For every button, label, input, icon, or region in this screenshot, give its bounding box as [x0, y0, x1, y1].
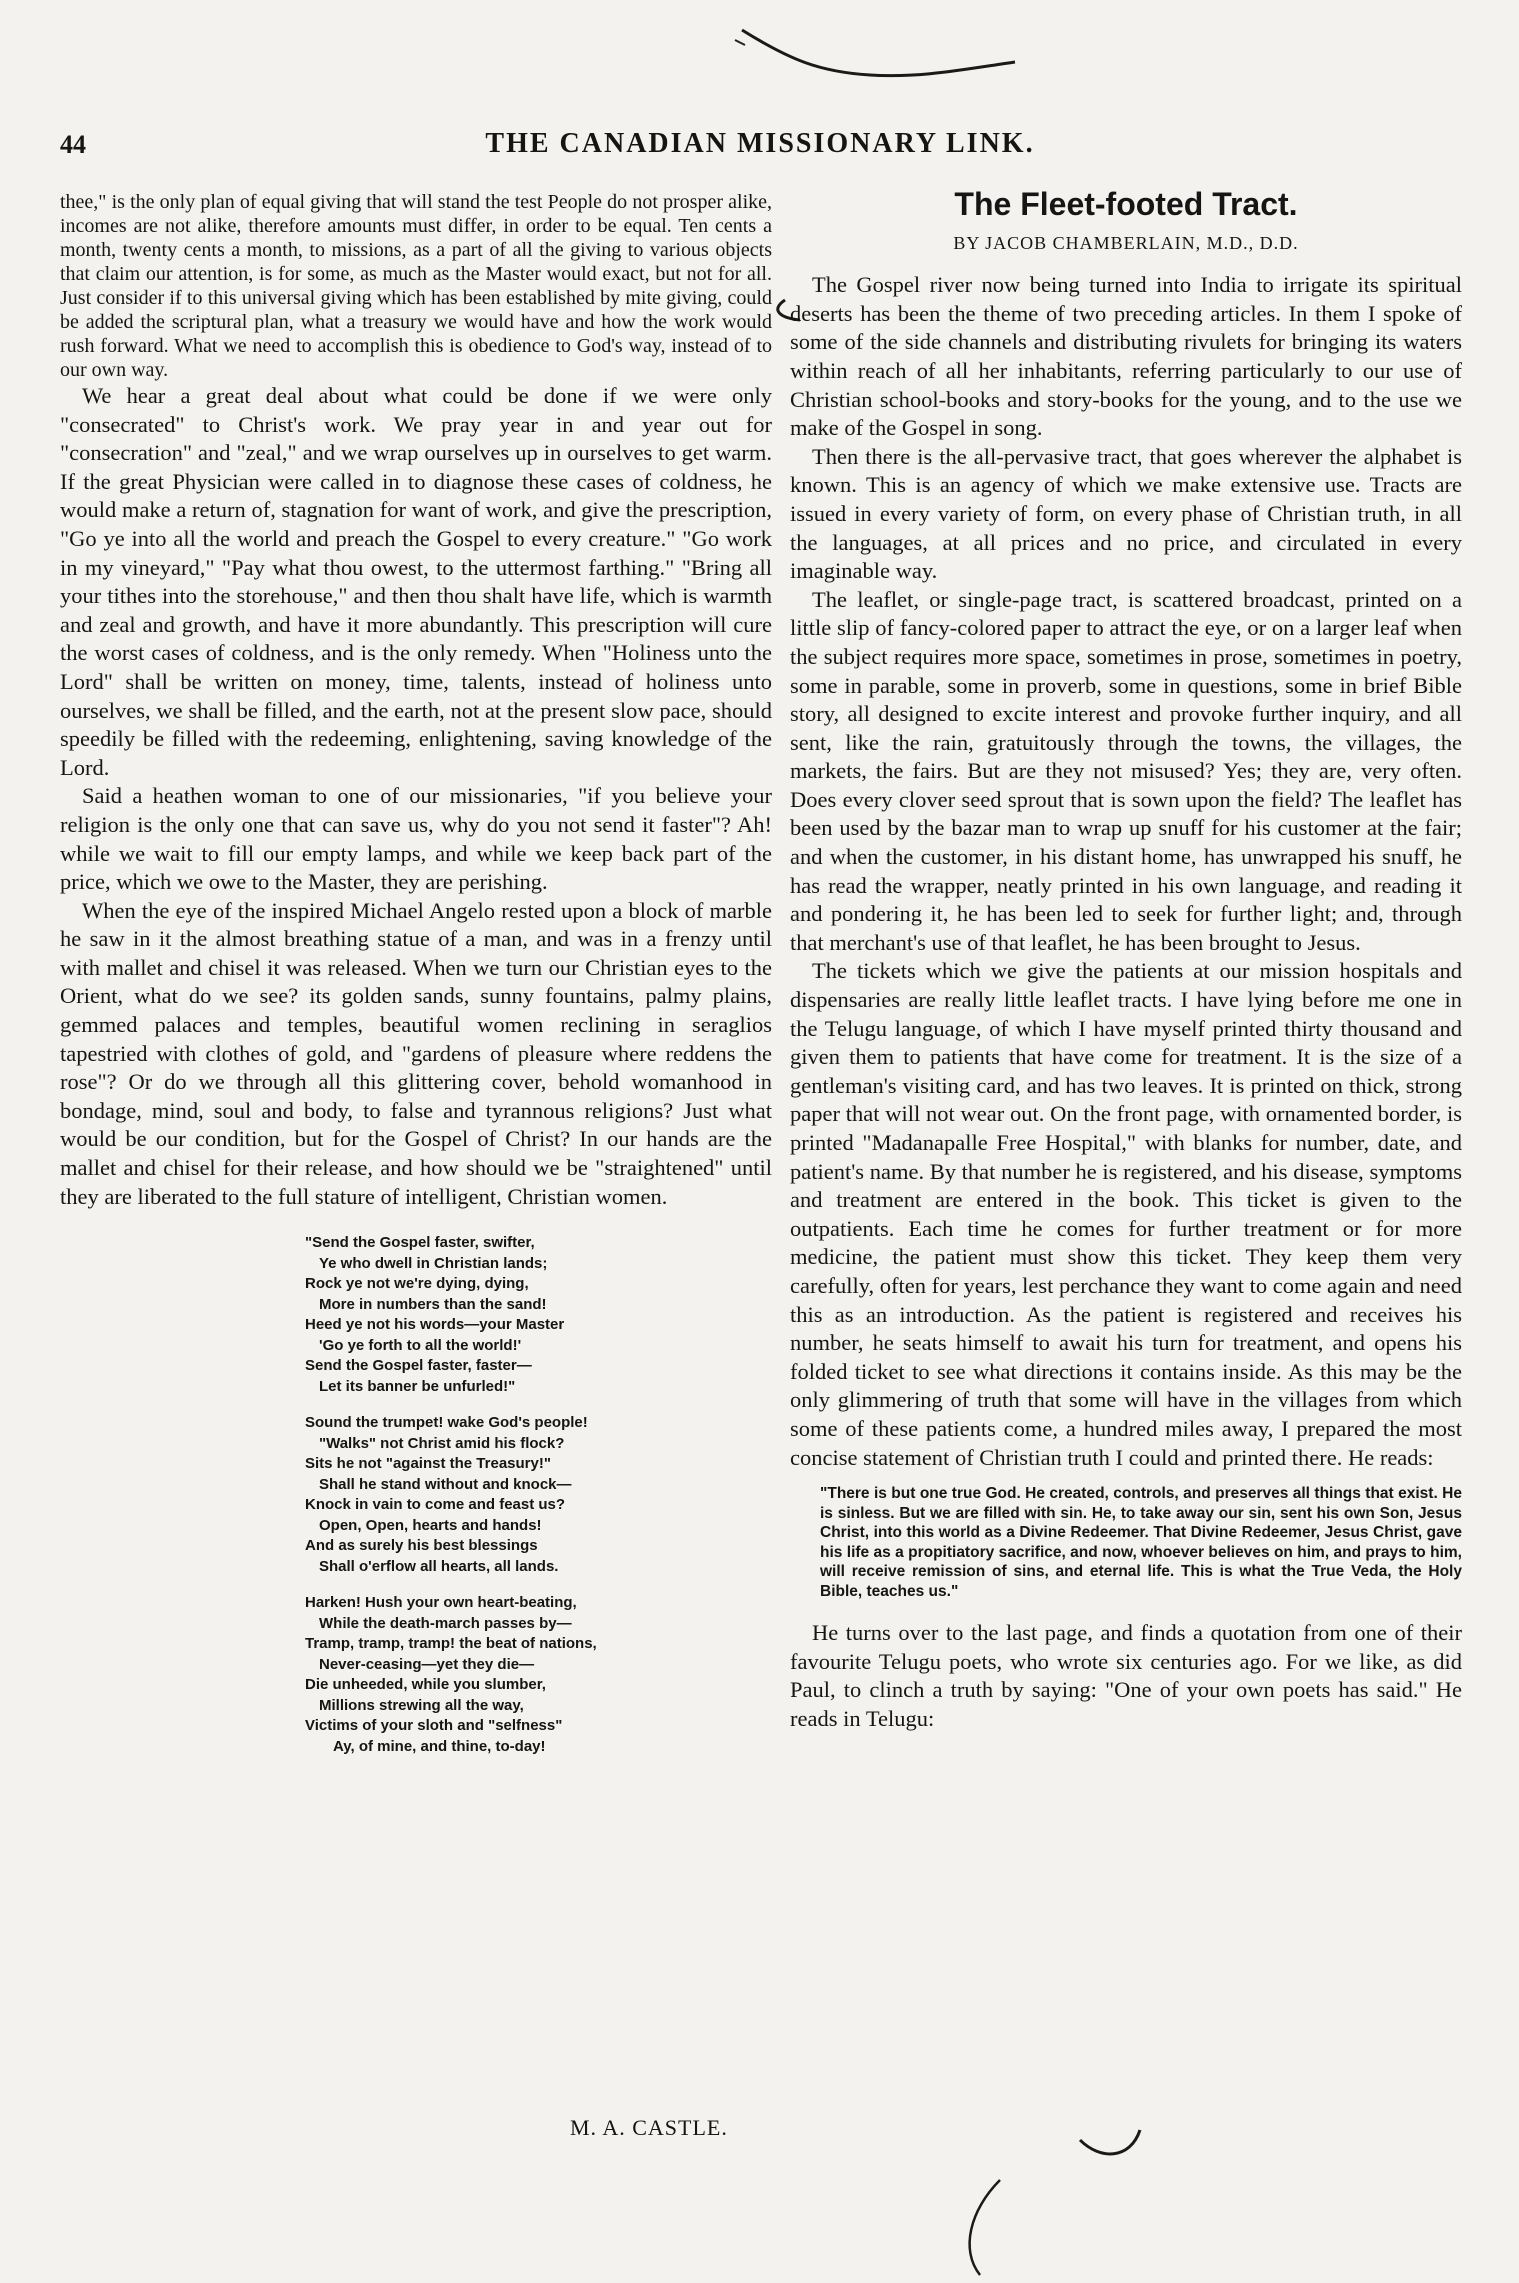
poem-line: Shall he stand without and knock— — [319, 1475, 572, 1493]
poem-line: "Send the Gospel faster, swifter, — [305, 1234, 535, 1252]
poem-line: Ye who dwell in Christian lands; — [319, 1254, 548, 1272]
signature: M. A. CASTLE. — [570, 2115, 728, 2140]
poem-line: More in numbers than the sand! — [319, 1295, 547, 1313]
running-title: THE CANADIAN MISSIONARY LINK. — [485, 128, 1035, 159]
poem-stanza — [305, 1413, 772, 1577]
poem-line: "Walks" not Christ amid his flock? — [319, 1434, 565, 1452]
poem-line: Sound the trumpet! wake God's people! — [305, 1414, 588, 1432]
paragraph: He turns over to the last page, and finds a quotation from one of their favourite Telugu poets, who wrote six centuries ago. For we like, as did Paul, to clinch a truth by saying: "One of your own poets has said." He reads in Telugu: — [790, 1620, 1462, 1731]
poem-stanza — [305, 1593, 772, 1757]
poem-line: Harken! Hush your own heart-beating, — [305, 1594, 577, 1612]
paragraph: The Gospel river now being turned into India to irrigate its spiritual deserts has been the theme of two preceding articles. In them I spoke of some of the side channels and distributing rivulets for bringing its waters within reach of all her inhabitants, referring particularly to our use of Christian school-books and story-books for the young, and to the use we make of the Gospel in song. — [790, 272, 1462, 441]
poem-line: Knock in vain to come and feast us? — [305, 1496, 566, 1514]
paragraph-continued: thee," is the only plan of equal giving that will stand the test People do not prosper alike, incomes are not alike, therefore amounts must differ, in order to be equal. Ten cents a month, twenty cents a month, to missions, as a part of all the giving to various objects that claim our attention, is for some, as much as the Master would exact, but not for all. Just consider if to this universal giving which has been established by mite giving, could be added the scriptural plan, what a treasury we would have and how the work would rush forward. What we need to accomplish this is obedience to God's way, instead of to our own way. — [60, 191, 772, 381]
poem-line: Open, Open, hearts and hands! — [319, 1516, 542, 1534]
article-title: The Fleet-footed Tract. — [954, 186, 1298, 222]
poem-line: Never-ceasing—yet they die— — [319, 1655, 535, 1673]
poem-line: 'Go ye forth to all the world!' — [319, 1336, 522, 1354]
poem-line: Sits he not "against the Treasury!" — [305, 1455, 551, 1473]
paragraph: Then there is the all-pervasive tract, that goes wherever the alphabet is known. This is an agency of which we make extensive use. Tracts are issued in every variety of form, on every phase of Christian truth, in all the languages, at all prices and no price, and circulated in every imaginable way. — [790, 443, 1462, 584]
poem-line: Shall o'erflow all hearts, all lands. — [319, 1557, 559, 1575]
bottom-pen-stroke — [970, 2180, 1000, 2275]
poem-line: Die unheeded, while you slumber, — [305, 1676, 546, 1694]
paragraph: The tickets which we give the patients at our mission hospitals and dispensaries are really little leaflet tracts. I have lying before me one in the Telugu language, of which I have myself printed thirty thousand and given them to patients that have come for treatment. It is the size of a gentleman's visiting card, and has two leaves. It is printed on thick, strong paper that will not wear out. On the front page, with ornamented border, is printed "Madanapalle Free Hospital," with blanks for number, date, and patient's name. By that number he is registered, and his disease, symptoms and treatment are entered in the book. This ticket is given to the outpatients. Each time he comes for further treatment or for more medicine, the patient must show this ticket. They keep them very carefully, often for years, lest perchance they want to come again and need this as an introduction. As the patient is registered and receives his number, he seats himself to await his turn for treatment, and opens his folded ticket to see what directions it contains inside. As this may be the only glimmering of truth that some will have in the villages from which some of these patients come, a hundred miles away, I prepared the most concise statement of Christian truth I could and printed there. He reads: — [790, 958, 1462, 1470]
poem-line: Ay, of mine, and thine, to-day! — [333, 1737, 546, 1755]
left-column — [60, 190, 772, 1773]
poem-line: Heed ye not his words—your Master — [305, 1316, 565, 1334]
top-tick — [735, 40, 745, 45]
right-column — [790, 186, 1462, 1734]
paragraph: When the eye of the inspired Michael Angelo rested upon a block of marble he saw in it the almost breathing statue of a man, and was in a frenzy until with mallet and chisel it was released. When we turn our Christian eyes to the Orient, what do we see? its golden sands, sunny fountains, palmy plains, gemmed palaces and temples, beautiful women reclining in seraglios tapestried with clothes of gold, and "gardens of pleasure where reddens the rose"? Or do we through all this glittering cover, behold womanhood in bondage, mind, soul and body, to false and tyrannous religions? Just what would be our condition, but for the Gospel of Christ? In our hands are the mallet and chisel for their release, and how should we be "straightened" until they are liberated to the full stature of intelligent, Christian women. — [60, 897, 772, 1209]
poem-line: While the death-march passes by— — [319, 1614, 572, 1632]
poem-line: Victims of your sloth and "selfness" — [305, 1717, 563, 1735]
paragraph: We hear a great deal about what could be done if we were only "consecrated" to Christ's work. We pray year in and year out for "consecration" and "zeal," and we wrap ourselves up in ourselves to get warm. If the great Physician were called in to diagnose these cases of coldness, he would make a return of, stagnation for want of work, and give the prescription, "Go ye into all the world and preach the Gospel to every creature." "Go work in my vineyard," "Pay what thou owest, to the uttermost farthing." "Bring all your tithes into the storehouse," and then thou shalt have life, which is warmth and zeal and growth, and have it more abundantly. This prescription will cure the worst cases of coldness, and is the only remedy. When "Holiness unto the Lord" shall be written on money, time, talents, instead of holiness unto ourselves, we shall be filled, and the earth, not at the present slow pace, should speedily be filled with the redeeming, enlightening, saving knowledge of the Lord. — [60, 383, 772, 780]
paragraph: The leaflet, or single-page tract, is scattered broadcast, printed on a little slip of fancy-colored paper to attract the eye, or on a larger leaf when the subject requires more space, sometimes in prose, sometimes in poetry, some in parable, some in proverb, some in questions, some in brief Bible story, all designed to excite interest and provoke further inquiry, and all sent, like the rain, gratuitously through the towns, the villages, the markets, the fairs. But are they not misused? Yes; they are, very often. Does every clover seed sprout that is sown upon the field? The leaflet has been used by the bazar man to wrap up snuff for his customer at the fair; and when the customer, in his distant home, has unwrapped his snuff, he has read the wrapper, neatly printed in his own language, and reading it and pondering it, he has been led to seek for further light; and, through that merchant's use of that leaflet, he has been brought to Jesus. — [790, 586, 1462, 955]
poem-line: Send the Gospel faster, faster— — [305, 1357, 532, 1375]
page-number: 44 — [60, 130, 86, 159]
paragraph: Said a heathen woman to one of our missionaries, "if you believe your religion is the only one that can save us, why do you not send it faster"? Ah! while we wait to fill our empty lamps, and while we keep back part of the price, which we owe to the Master, they are perishing. — [60, 783, 772, 895]
poem-line: And as surely his best blessings — [305, 1537, 538, 1555]
byline: BY JACOB CHAMBERLAIN, M.D., D.D. — [953, 232, 1299, 253]
poem — [305, 1233, 772, 1757]
ticket-quotation: "There is but one true God. He created, controls, and preserves all things that exist. He is sinless. But we are filled with sin. He, to take away our sin, sent his own Son, Jesus Christ, into this world as a Divine Redeemer. That Divine Redeemer, Jesus Christ, gave his life as a propitiatory sacrifice, and now, whoever believes on him, and prays to him, will receive remission of sins, and eternal life. This is what the True Veda, the Holy Bible, teaches us." — [820, 1485, 1462, 1600]
poem-stanza — [305, 1233, 772, 1397]
poem-line: Rock ye not we're dying, dying, — [305, 1275, 529, 1293]
poem-line: Millions strewing all the way, — [319, 1696, 524, 1714]
bottom-curl — [1080, 2130, 1140, 2154]
top-pen-stroke — [742, 30, 1015, 76]
page-header — [60, 128, 1460, 168]
poem-line: Let its banner be unfurled!" — [319, 1377, 516, 1395]
poem-line: Tramp, tramp, tramp! the beat of nations, — [305, 1635, 597, 1653]
